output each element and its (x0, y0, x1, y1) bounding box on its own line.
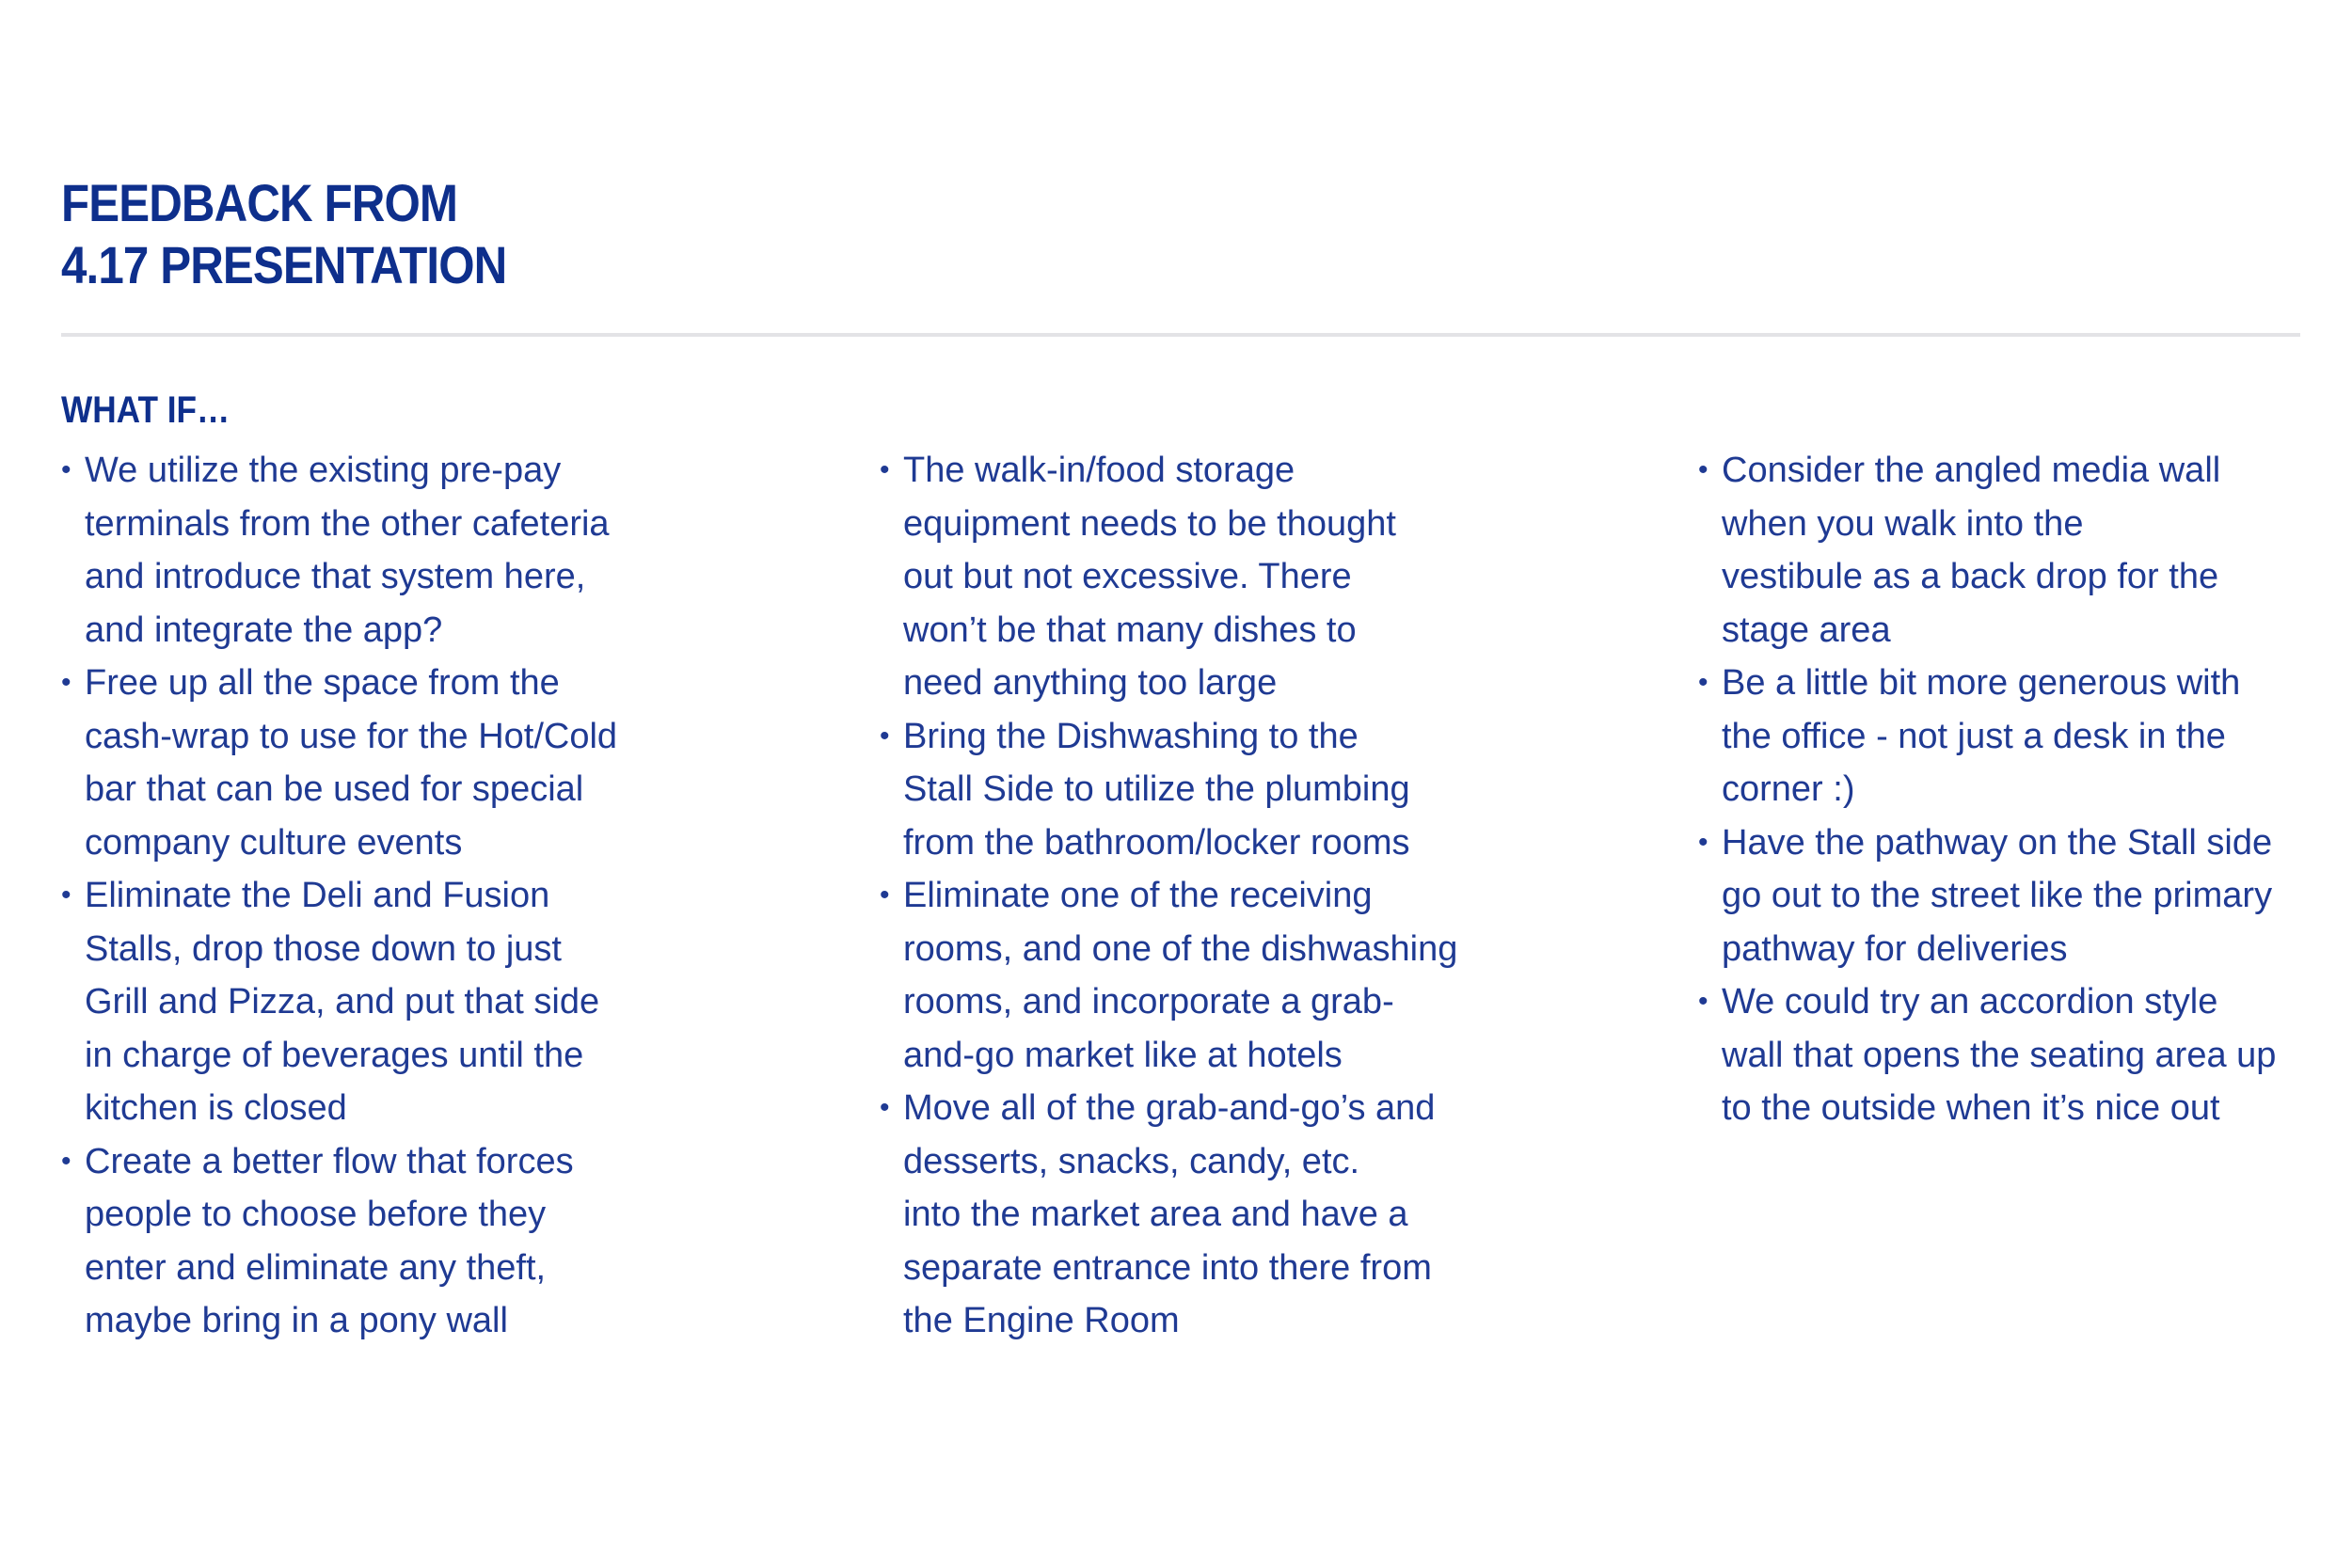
item-text-line: to the outside when it’s nice out (1722, 1088, 2220, 1128)
feedback-item (61, 869, 776, 1135)
item-text-line: Create a better flow that forces (85, 1141, 574, 1181)
item-text-line: Be a little bit more generous with (1722, 663, 2241, 703)
item-text-line: We could try an accordion style (1722, 982, 2218, 1022)
bullet-icon: • (61, 667, 72, 698)
item-text-line: enter and eliminate any theft, (85, 1247, 547, 1288)
feedback-item (1698, 444, 2352, 657)
item-text-line: Move all of the grab-and-go’s and (903, 1088, 1436, 1128)
item-text-line: The walk-in/food storage (903, 451, 1295, 490)
item-text-line: company culture events (85, 822, 463, 863)
item-text-line: We utilize the existing pre-pay (85, 451, 562, 490)
item-text-line: need anything too large (903, 663, 1278, 703)
feedback-item (880, 1082, 1595, 1348)
bullet-icon: • (1698, 826, 1708, 858)
item-text-line: into the market area and have a (903, 1195, 1408, 1234)
feedback-column-2 (880, 444, 1595, 1348)
item-text-line: Consider the angled media wall (1722, 451, 2221, 490)
item-text-line: wall that opens the seating area up (1722, 1035, 2277, 1075)
item-text-line: cash-wrap to use for the Hot/Cold (85, 716, 618, 756)
page-title-line-2: 4.17 PRESENTATION (61, 235, 507, 294)
item-text-line: kitchen is closed (85, 1088, 347, 1128)
bullet-icon: • (880, 879, 890, 911)
item-text-line: corner :) (1722, 769, 1855, 809)
page-title (61, 172, 506, 296)
item-text-line: separate entrance into there from (903, 1247, 1432, 1288)
feedback-item (1698, 816, 2352, 976)
item-text-line: the office - not just a desk in the (1722, 716, 2226, 756)
item-text-line: when you walk into the (1722, 503, 2084, 544)
item-text-line: bar that can be used for special (85, 769, 584, 809)
item-text-line: Eliminate one of the receiving (903, 876, 1373, 915)
item-text-line: Bring the Dishwashing to the (903, 716, 1359, 756)
item-text-line: and introduce that system here, (85, 557, 586, 596)
item-text-line: from the bathroom/locker rooms (903, 822, 1410, 863)
feedback-item (1698, 657, 2352, 816)
bullet-icon: • (1698, 986, 1708, 1017)
item-text-line: vestibule as a back drop for the (1722, 557, 2219, 596)
item-text-line: pathway for deliveries (1722, 928, 2068, 969)
bullet-icon: • (1698, 667, 1708, 698)
bullet-icon: • (61, 1145, 72, 1177)
page-title-line-1: FEEDBACK FROM (61, 173, 458, 232)
item-text-line: maybe bring in a pony wall (85, 1301, 508, 1340)
feedback-item (880, 710, 1595, 870)
bullet-icon: • (61, 454, 72, 485)
item-text-line: people to choose before they (85, 1195, 547, 1234)
section-subtitle: WHAT IF… (61, 389, 230, 431)
item-text-line: Eliminate the Deli and Fusion (85, 876, 550, 915)
bullet-icon: • (1698, 454, 1708, 485)
feedback-column-3 (1698, 444, 2352, 1135)
item-text-line: equipment needs to be thought (903, 503, 1396, 544)
item-text-line: out but not excessive. There (903, 557, 1352, 596)
feedback-item (880, 869, 1595, 1082)
item-text-line: and integrate the app? (85, 610, 443, 650)
item-text-line: rooms, and one of the dishwashing (903, 928, 1458, 969)
bullet-icon: • (61, 879, 72, 911)
feedback-item (1698, 975, 2352, 1135)
feedback-item (61, 444, 776, 657)
item-text-line: stage area (1722, 610, 1891, 650)
item-text-line: won’t be that many dishes to (903, 610, 1357, 650)
item-text-line: Grill and Pizza, and put that side (85, 982, 600, 1022)
item-text-line: the Engine Room (903, 1301, 1180, 1340)
item-text-line: go out to the street like the primary (1722, 876, 2273, 915)
bullet-icon: • (880, 1092, 890, 1123)
item-text-line: Stall Side to utilize the plumbing (903, 769, 1410, 809)
bullet-icon: • (880, 720, 890, 752)
item-text-line: Stalls, drop those down to just (85, 928, 562, 969)
item-text-line: rooms, and incorporate a grab- (903, 982, 1394, 1022)
item-text-line: and-go market like at hotels (903, 1035, 1343, 1075)
feedback-column-1 (61, 444, 776, 1348)
item-text-line: Free up all the space from the (85, 663, 560, 703)
feedback-item (61, 657, 776, 869)
bullet-icon: • (880, 454, 890, 485)
item-text-line: terminals from the other cafeteria (85, 503, 610, 544)
title-divider (61, 333, 2300, 337)
feedback-item (61, 1135, 776, 1348)
feedback-item (880, 444, 1595, 710)
item-text-line: desserts, snacks, candy, etc. (903, 1141, 1360, 1181)
item-text-line: Have the pathway on the Stall side (1722, 822, 2273, 863)
item-text-line: in charge of beverages until the (85, 1035, 584, 1075)
